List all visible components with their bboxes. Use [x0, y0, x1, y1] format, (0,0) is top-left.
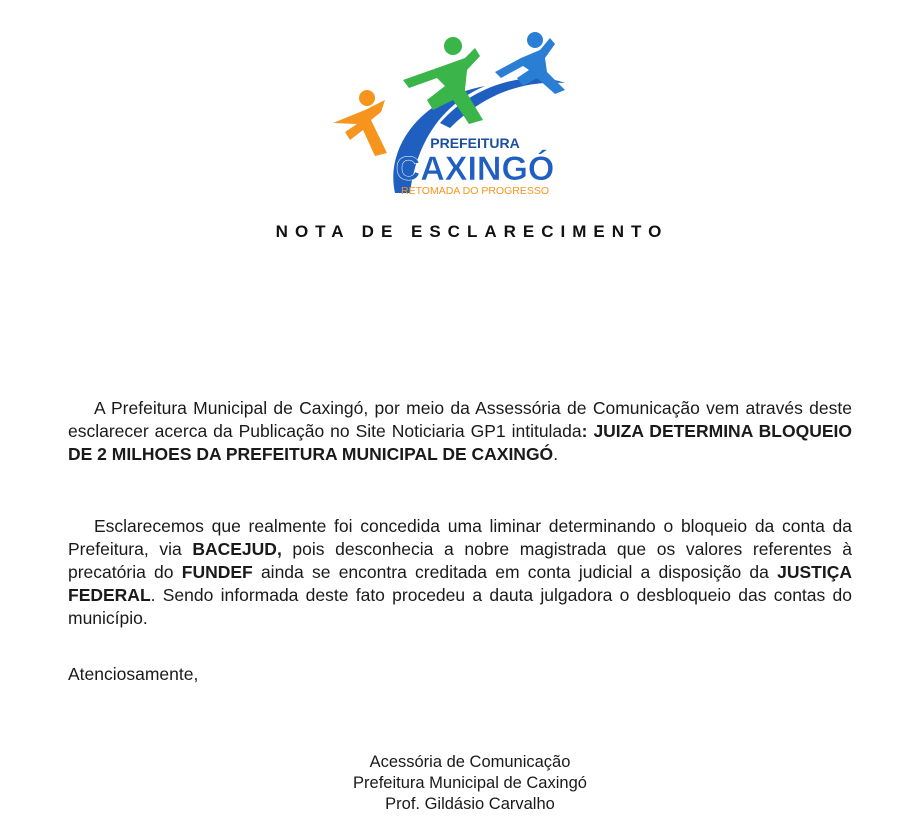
clarification-text-1: Esclarecemos que realmente foi concedida uma liminar determinando o bloqueio da conta da Prefeitura, via	[68, 516, 852, 559]
closing-text: Atenciosamente,	[68, 664, 199, 684]
signature-institution: Prefeitura Municipal de Caxingó	[353, 774, 587, 792]
prefeitura-logo	[325, 28, 605, 203]
clarification-text-2: pois desconhecia a nobre magistrada que os valores referentes à precatória do	[68, 539, 853, 582]
signature-department: Acessória de Comunicação	[369, 753, 571, 771]
signature-name: Prof. Gildásio Carvalho	[385, 795, 555, 813]
clarification-text-4: . Sendo informada deste fato procedeu a dauta julgadora o desbloqueio das contas do município.	[68, 585, 852, 628]
clarification-text-3: ainda se encontra creditada em conta judicial a disposição da	[252, 562, 778, 582]
svg-text:CAXINGÓ: CAXINGÓ	[395, 150, 555, 188]
headline-text: JUIZA DETERMINA BLOQUEIO DE 2 MILHOES DA PREFEITURA MUNICIPAL DE CAXINGÓ	[68, 421, 852, 464]
fundef-text: FUNDEF	[181, 562, 253, 582]
intro-separator: :	[581, 421, 594, 441]
bacejud-text: BACEJUD,	[192, 539, 282, 559]
justica-federal-text: JUSTIÇA FEDERAL	[68, 562, 852, 605]
intro-end: .	[553, 444, 559, 464]
svg-text:RETOMADA DO PROGRESSO: RETOMADA DO PROGRESSO	[401, 185, 549, 197]
intro-text: A Prefeitura Municipal de Caxingó, por meio da Assessória de Comunicação vem através deste esclarecer acerca da Publicação no Site Noticiaria GP1 intitulada	[68, 398, 852, 441]
caxingo-logo-icon	[325, 28, 605, 203]
paragraph-clarification	[68, 515, 852, 630]
paragraph-intro	[68, 397, 852, 466]
svg-text:PREFEITURA: PREFEITURA	[430, 135, 520, 151]
signature-block	[270, 752, 670, 815]
page-title: NOTA DE ESCLARECIMENTO	[275, 222, 669, 241]
